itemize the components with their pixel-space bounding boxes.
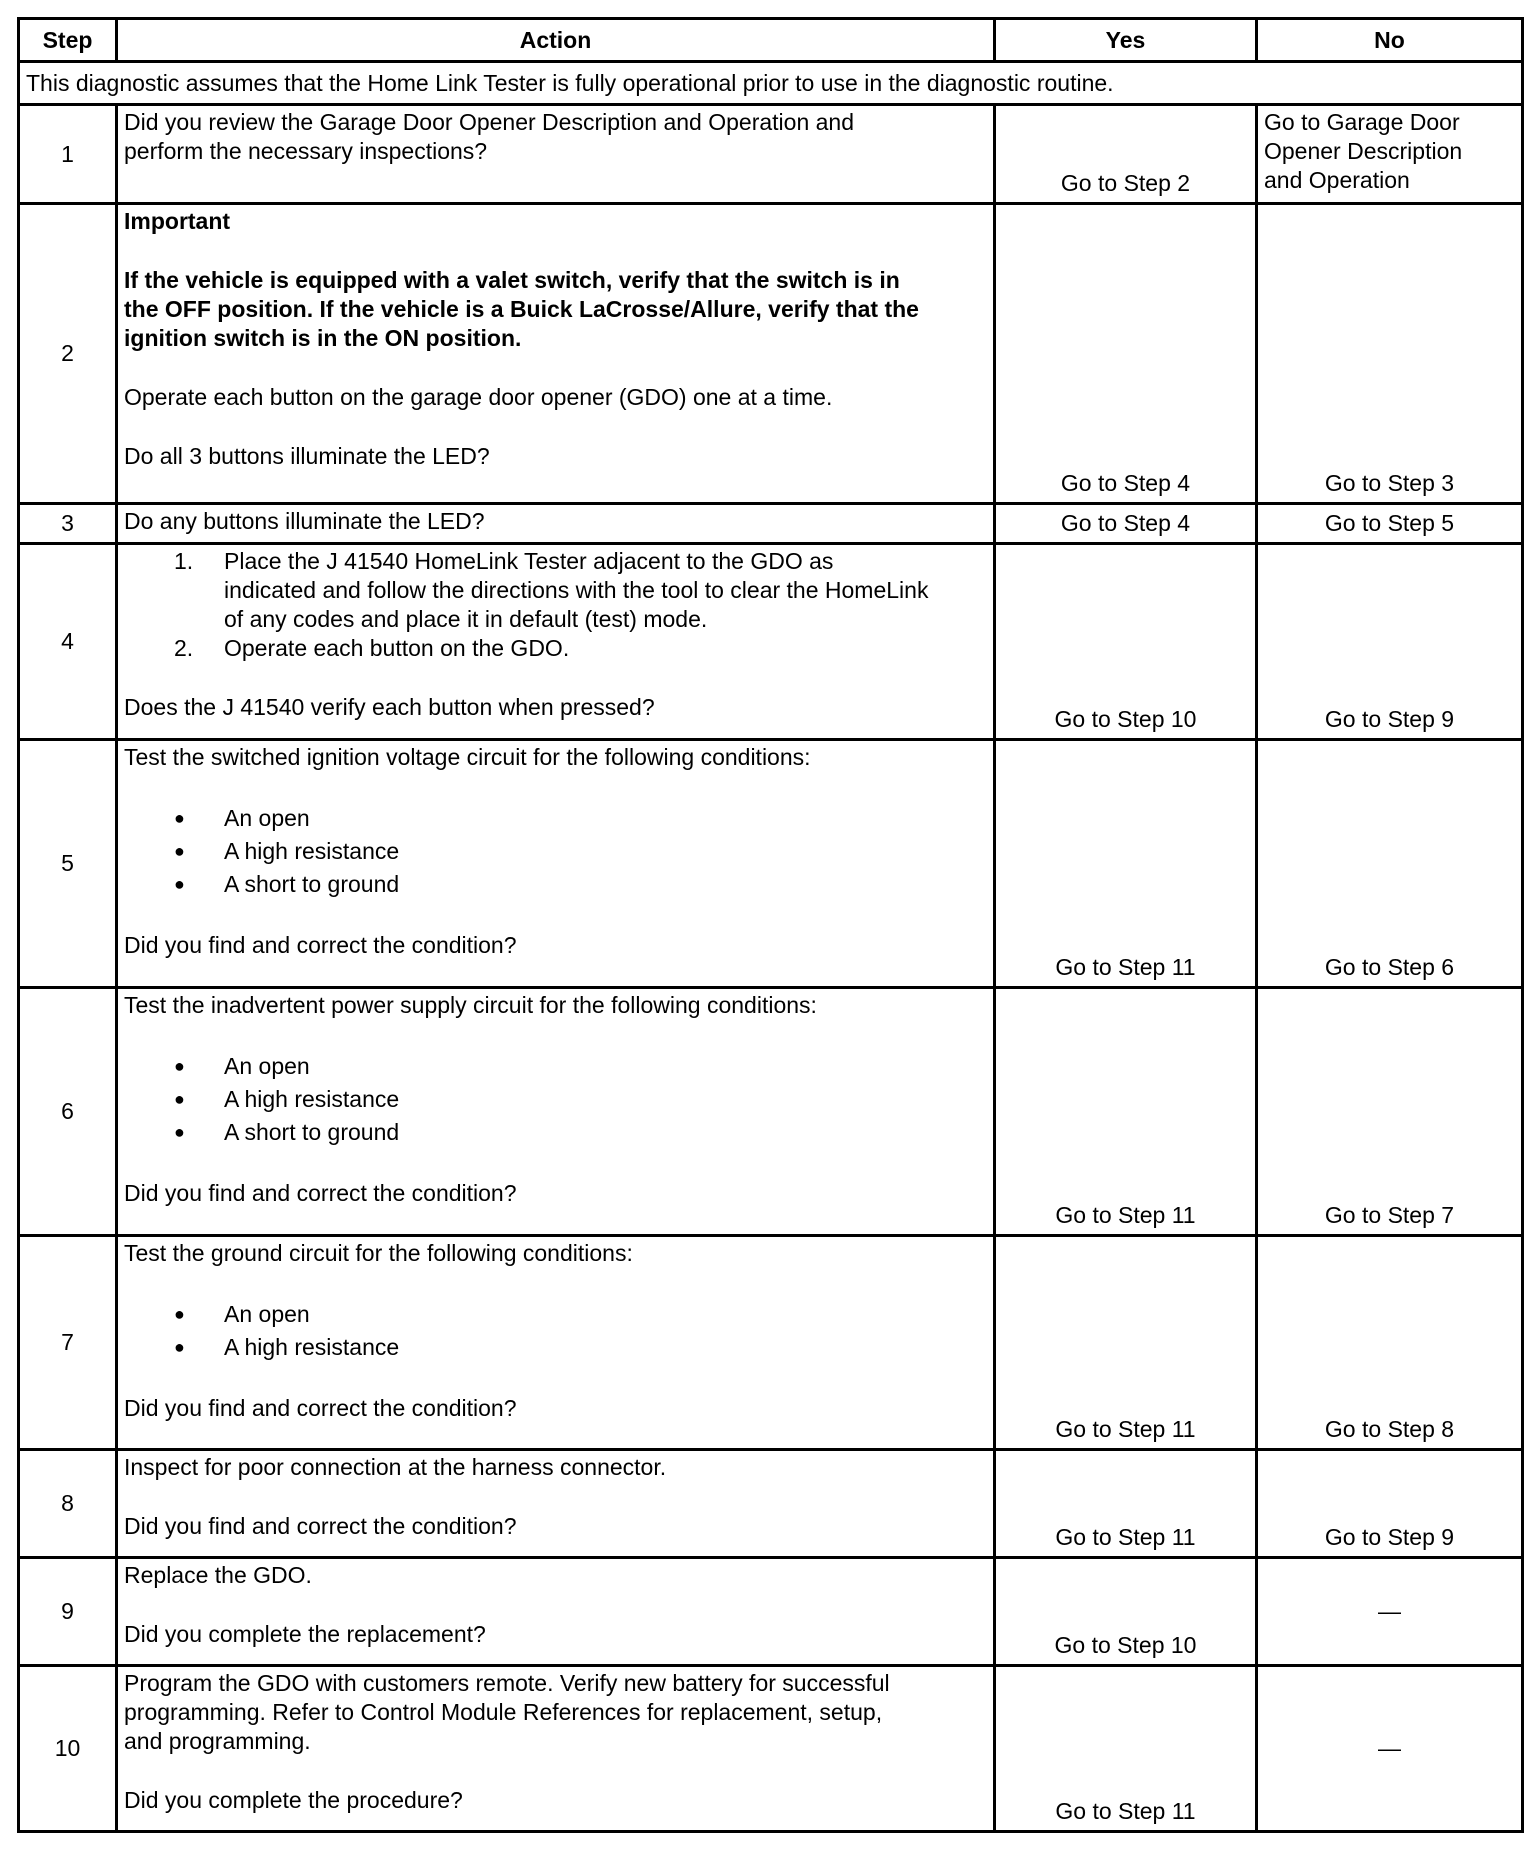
table-row: [19, 1450, 1523, 1558]
no-result: Go to Step 9: [1257, 1450, 1523, 1558]
action-text: Test the switched ignition voltage circuit for the following conditions:: [124, 744, 811, 770]
step-action: [117, 988, 995, 1236]
step-number: 8: [19, 1450, 117, 1558]
step-action: [117, 1450, 995, 1558]
yes-result: Go to Step 10: [995, 544, 1257, 740]
yes-result: Go to Step 11: [995, 1666, 1257, 1832]
step-number: 4: [19, 544, 117, 740]
header-step: Step: [19, 19, 117, 62]
question-text: Did you find and correct the condition?: [124, 1180, 517, 1206]
yes-result: Go to Step 10: [995, 1558, 1257, 1666]
list-item: ● A high resistance: [174, 838, 400, 864]
step-action: [117, 504, 995, 544]
no-result: Go to Step 3: [1257, 204, 1523, 504]
no-text: and Operation: [1264, 167, 1410, 193]
item-text: An open: [224, 1053, 310, 1079]
no-text: Go to Garage Door: [1264, 109, 1460, 135]
table-header-row: [19, 19, 1523, 62]
list-item: ● A short to ground: [174, 871, 400, 897]
item-number: 2.: [174, 635, 194, 661]
yes-result: Go to Step 4: [995, 204, 1257, 504]
bullet-list: [124, 802, 987, 901]
table-row: [19, 105, 1523, 204]
step-action: [117, 1558, 995, 1666]
no-result: Go to Step 9: [1257, 544, 1523, 740]
item-text: A short to ground: [224, 871, 400, 897]
action-text: Operate each button on the garage door opener (GDO) one at a time.: [124, 384, 833, 410]
step-number: 3: [19, 504, 117, 544]
warning-text: the OFF position. If the vehicle is a Buick LaCrosse/Allure, verify that the: [124, 296, 919, 322]
step-number: 6: [19, 988, 117, 1236]
action-text: and programming.: [124, 1728, 311, 1754]
step-action: [117, 1666, 995, 1832]
bullet-list: [124, 1050, 987, 1149]
numbered-list: [124, 547, 987, 663]
no-result: Go to Step 6: [1257, 740, 1523, 988]
list-item: [124, 634, 987, 663]
table-row: [19, 988, 1523, 1236]
header-yes: Yes: [995, 19, 1257, 62]
no-result: —: [1257, 1558, 1523, 1666]
header-action: Action: [117, 19, 995, 62]
question-text: Did you find and correct the condition?: [124, 932, 517, 958]
table-row: [19, 1558, 1523, 1666]
action-text: Did you review the Garage Door Opener Description and Operation and: [124, 109, 855, 135]
yes-result: Go to Step 11: [995, 740, 1257, 988]
step-action: [117, 204, 995, 504]
question-text: Did you complete the procedure?: [124, 1787, 463, 1813]
question-text: Does the J 41540 verify each button when pressed?: [124, 694, 655, 720]
question-text: Do any buttons illuminate the LED?: [124, 508, 485, 534]
item-text: A high resistance: [224, 838, 400, 864]
item-text: Place the J 41540 HomeLink Tester adjacent to the GDO as: [224, 548, 834, 574]
warning-text: ignition switch is in the ON position.: [124, 325, 522, 351]
item-text: A short to ground: [224, 1119, 400, 1145]
item-text: of any codes and place it in default (test) mode.: [224, 606, 708, 632]
step-action: [117, 105, 995, 204]
action-text: programming. Refer to Control Module References for replacement, setup,: [124, 1699, 883, 1725]
list-item: ● A high resistance: [174, 1334, 400, 1360]
step-action: [117, 544, 995, 740]
yes-result: Go to Step 2: [995, 105, 1257, 204]
diagnostic-table: [17, 17, 1524, 1833]
step-action: [117, 740, 995, 988]
no-result: Go to Step 8: [1257, 1236, 1523, 1450]
no-result: Go to Step 5: [1257, 504, 1523, 544]
step-number: 5: [19, 740, 117, 988]
yes-result: Go to Step 4: [995, 504, 1257, 544]
action-text: Inspect for poor connection at the harness connector.: [124, 1454, 667, 1480]
yes-result: Go to Step 11: [995, 1236, 1257, 1450]
diagnostic-note: This diagnostic assumes that the Home Link Tester is fully operational prior to use in the diagnostic routine.: [19, 62, 1523, 105]
no-result: [1257, 105, 1523, 204]
question-text: Did you complete the replacement?: [124, 1621, 486, 1647]
list-item: ● A high resistance: [174, 1086, 400, 1112]
action-text: Replace the GDO.: [124, 1562, 312, 1588]
action-text: Program the GDO with customers remote. Verify new battery for successful: [124, 1670, 890, 1696]
no-result: Go to Step 7: [1257, 988, 1523, 1236]
yes-result: Go to Step 11: [995, 988, 1257, 1236]
step-number: 9: [19, 1558, 117, 1666]
list-item: [124, 547, 987, 634]
list-item: ● A short to ground: [174, 1119, 400, 1145]
item-text: An open: [224, 1301, 310, 1327]
table-row: [19, 740, 1523, 988]
step-number: 2: [19, 204, 117, 504]
table-row: [19, 544, 1523, 740]
item-text: Operate each button on the GDO.: [224, 635, 570, 661]
table-row: [19, 204, 1523, 504]
item-text: A high resistance: [224, 1086, 400, 1112]
action-text: Test the ground circuit for the following conditions:: [124, 1240, 633, 1266]
yes-result: Go to Step 11: [995, 1450, 1257, 1558]
list-item: ● An open: [174, 805, 310, 831]
note-row: [19, 62, 1523, 105]
step-action: [117, 1236, 995, 1450]
item-text: An open: [224, 805, 310, 831]
table-row: [19, 504, 1523, 544]
table-row: [19, 1236, 1523, 1450]
list-item: ● An open: [174, 1301, 310, 1327]
action-text: perform the necessary inspections?: [124, 138, 488, 164]
header-no: No: [1257, 19, 1523, 62]
no-result: —: [1257, 1666, 1523, 1832]
question-text: Did you find and correct the condition?: [124, 1395, 517, 1421]
warning-text: If the vehicle is equipped with a valet switch, verify that the switch is in: [124, 267, 900, 293]
important-label: Important: [124, 208, 231, 234]
no-text: Opener Description: [1264, 138, 1463, 164]
table-row: [19, 1666, 1523, 1832]
bullet-list: [124, 1298, 987, 1364]
item-text: indicated and follow the directions with the tool to clear the HomeLink: [224, 577, 929, 603]
item-text: A high resistance: [224, 1334, 400, 1360]
action-text: Test the inadvertent power supply circuit for the following conditions:: [124, 992, 817, 1018]
list-item: ● An open: [174, 1053, 310, 1079]
question-text: Do all 3 buttons illuminate the LED?: [124, 443, 490, 469]
step-number: 7: [19, 1236, 117, 1450]
step-number: 10: [19, 1666, 117, 1832]
step-number: 1: [19, 105, 117, 204]
question-text: Did you find and correct the condition?: [124, 1513, 517, 1539]
item-number: 1.: [174, 548, 194, 574]
